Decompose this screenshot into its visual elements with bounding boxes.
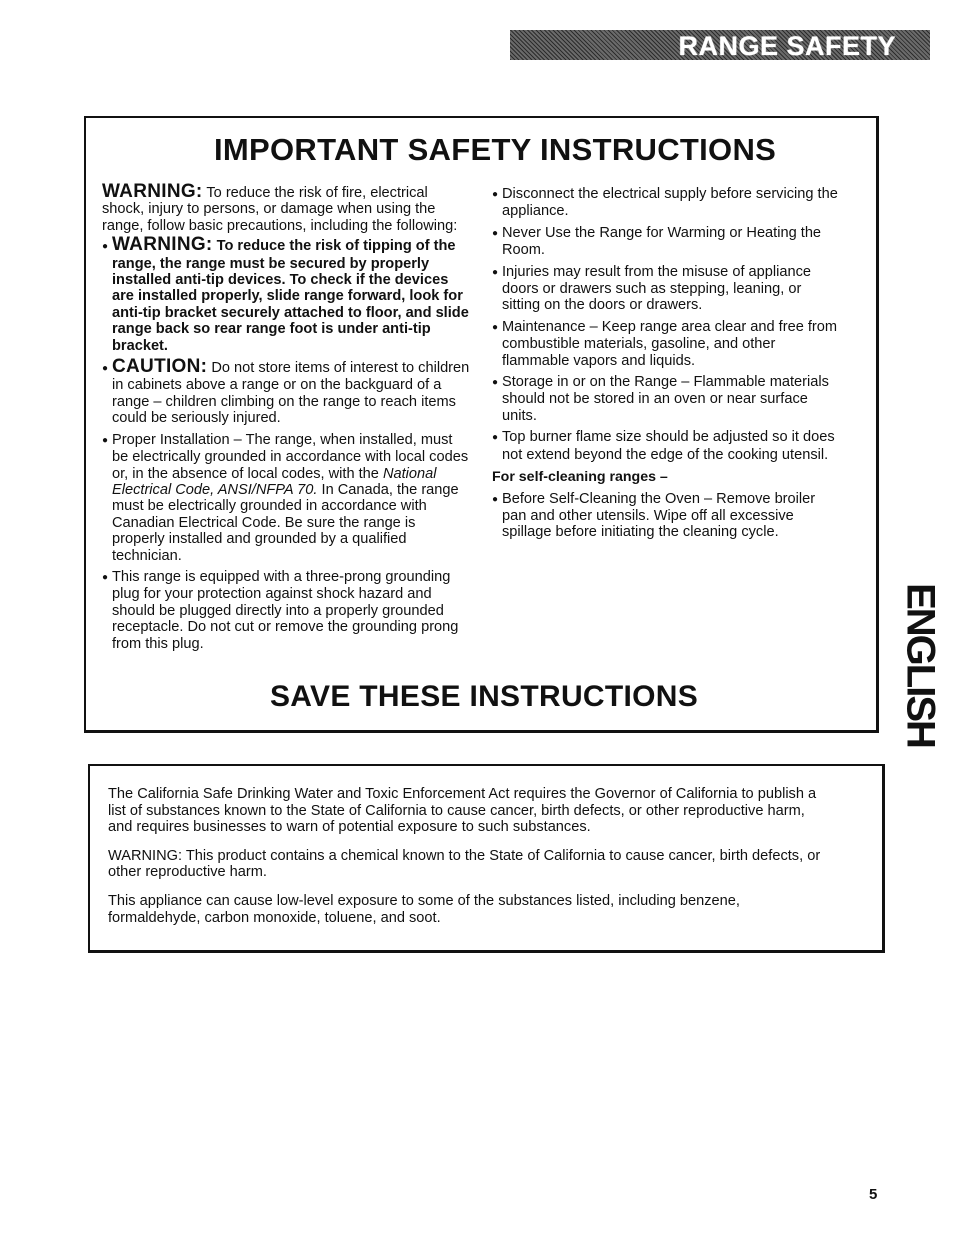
list-item <box>492 225 842 259</box>
bullet-icon: ● <box>492 493 499 505</box>
list-item-text: Storage in or on the Range – Flammable materials should not be stored in an oven or near surface units. <box>502 374 829 424</box>
list-item-text: Maintenance – Keep range area clear and free from combustible materials, gasoline, and other flammable vapors and liquids. <box>502 318 838 369</box>
safety-box-title: IMPORTANT SAFETY INSTRUCTIONS <box>214 132 777 167</box>
installation-text-b: In Canada, the range must be electrically grounded in accordance with Canadian Electrical Code. Be sure the range is properly installed and grounded by a qualified technician. <box>112 481 459 564</box>
intro-warning-text: To reduce the risk of fire, electrical shock, injury to persons, or damage when using the range, follow basic precautions, including the following: <box>102 185 458 234</box>
page-number: 5 <box>869 1186 878 1203</box>
list-item-text: Disconnect the electrical supply before servicing the appliance. <box>502 186 838 220</box>
california-notice-text <box>108 786 828 938</box>
list-item-tipping-warning <box>102 234 472 354</box>
list-item <box>492 186 842 220</box>
bullet-icon: ● <box>492 227 499 239</box>
section-header-bar <box>510 30 930 60</box>
list-item-text: Injuries may result from the misuse of appliance doors or drawers such as stepping, leaning, or sitting on the doors or drawers. <box>502 263 812 314</box>
intro-warning-label: WARNING: <box>102 181 203 202</box>
prop65-paragraph-act: The California Safe Drinking Water and Toxic Enforcement Act requires the Governor of California to publish a list of substances known to the State of California to cause cancer, birth defects, or other reproductive harm, and requires businesses to warn of potential exposure to such substances. <box>108 786 817 836</box>
installation-text-a: Proper Installation – The range, when installed, must be electrically grounded in accordance with local codes or, in the absence of local codes, with the <box>112 431 469 482</box>
intro-warning <box>102 181 472 234</box>
language-side-tab <box>898 580 942 750</box>
grounding-plug-text: This range is equipped with a three-prong grounding plug for your protection against shock hazard and should be plugged directly into a properly grounded receptacle. Do not cut or remove the grounding prong from this plug. <box>112 568 459 652</box>
list-item <box>492 429 842 463</box>
tipping-warning-text: To reduce the risk of tipping of the range, the range must be secured by properly installed anti-tip devices. To check if the devices are installed properly, slide range forward, look for anti-tip bracket securely attached to floor, and slide range back so rear range foot is under anti-tip bracket. <box>112 238 469 354</box>
list-item-proper-installation <box>102 432 472 564</box>
bullet-icon: ● <box>102 434 109 446</box>
caution-label: CAUTION: <box>112 356 208 378</box>
self-cleaning-heading: For self-cleaning ranges – <box>492 469 668 486</box>
list-item-text: Before Self-Cleaning the Oven – Remove broiler pan and other utensils. Wipe off all excessive spillage before initiating the cleaning cycle. <box>502 490 816 541</box>
tipping-warning-label: WARNING: <box>112 234 213 256</box>
save-instructions-title: SAVE THESE INSTRUCTIONS <box>270 680 699 713</box>
installation-code-reference: National Electrical Code, ANSI/NFPA 70. <box>112 465 437 498</box>
bullet-icon: ● <box>102 571 109 583</box>
bullet-icon: ● <box>492 321 499 333</box>
section-title: RANGE SAFETY <box>678 31 896 61</box>
safety-instructions-box <box>84 116 879 733</box>
bullet-icon: ● <box>492 377 499 389</box>
list-item-text: Never Use the Range for Warming or Heating the Room. <box>502 224 822 259</box>
caution-text: Do not store items of interest to children in cabinets above a range or on the backguard of a range – children climbing on the range to reach items could be seriously injured. <box>112 360 470 427</box>
bullet-icon: ● <box>492 432 499 444</box>
left-column <box>102 181 472 657</box>
list-item-self-cleaning <box>492 491 842 541</box>
list-item-caution <box>102 356 472 427</box>
prop65-paragraph-warning: WARNING: This product contains a chemical known to the State of California to cause cancer, birth defects, or other reproductive harm. <box>108 847 821 881</box>
bullet-icon: ● <box>492 189 499 200</box>
bullet-icon: ● <box>492 266 499 278</box>
bullet-icon: ● <box>102 241 109 253</box>
california-prop65-box <box>88 764 885 953</box>
right-column <box>492 186 842 546</box>
language-label: ENGLISH <box>898 583 943 747</box>
list-item <box>492 319 842 369</box>
list-item-grounding-plug <box>102 569 472 652</box>
list-item <box>492 374 842 424</box>
list-item-text: Top burner flame size should be adjusted so it does not extend beyond the edge of the cooking utensil. <box>502 429 835 463</box>
list-item <box>492 264 842 314</box>
bullet-icon: ● <box>102 363 109 375</box>
prop65-paragraph-exposure: This appliance can cause low-level exposure to some of the substances listed, including benzene, formaldehyde, carbon monoxide, toluene, and soot. <box>108 892 740 926</box>
